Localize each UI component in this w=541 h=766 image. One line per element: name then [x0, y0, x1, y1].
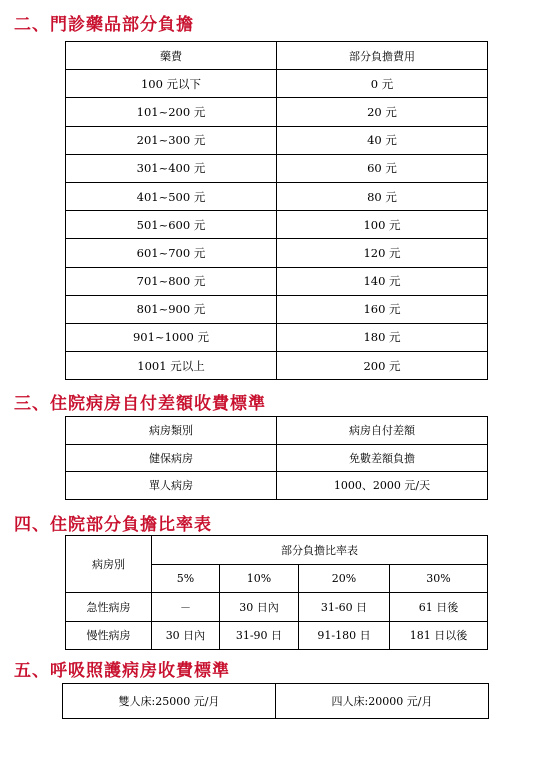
drug-cost-header: 藥費 [66, 42, 277, 70]
copay-amount-cell: 160 元 [277, 295, 488, 323]
drug-cost-cell: 801~900 元 [66, 295, 277, 323]
drug-cost-cell: 100 元以下 [66, 70, 277, 98]
section3-title: 三、住院病房自付差額收費標準 [14, 394, 266, 414]
copay-amount-cell: 0 元 [277, 70, 488, 98]
ward-type-cell: 急性病房 [66, 593, 152, 622]
ward-type-cell: 慢性病房 [66, 621, 152, 650]
double-bed-rate: 雙人床:25000 元/月 [63, 684, 276, 719]
table-row [66, 323, 488, 351]
table-row [66, 621, 488, 650]
ward-category-cell: 單人病房 [66, 472, 277, 500]
table-row [66, 444, 488, 472]
drug-cost-cell: 401~500 元 [66, 182, 277, 210]
drug-cost-cell: 301~400 元 [66, 154, 277, 182]
respiratory-care-ward-table [62, 683, 489, 719]
table-row [66, 154, 488, 182]
ward-differential-cell: 1000、2000 元/天 [277, 472, 488, 500]
table-row [66, 70, 488, 98]
drug-cost-cell: 201~300 元 [66, 126, 277, 154]
ward-category-header: 病房類別 [66, 417, 277, 445]
stay-period-cell: － [152, 593, 220, 622]
table-row [66, 126, 488, 154]
stay-period-cell: 181 日以後 [389, 621, 487, 650]
table-row [66, 295, 488, 323]
drug-cost-cell: 1001 元以上 [66, 352, 277, 380]
table-row [66, 267, 488, 295]
copay-amount-cell: 100 元 [277, 211, 488, 239]
copay-rate-header: 30% [389, 564, 487, 593]
stay-period-cell: 30 日內 [219, 593, 298, 622]
drug-cost-cell: 601~700 元 [66, 239, 277, 267]
drug-cost-cell: 101~200 元 [66, 98, 277, 126]
drug-cost-cell: 501~600 元 [66, 211, 277, 239]
stay-period-cell: 31-90 日 [219, 621, 298, 650]
table-row [66, 211, 488, 239]
ward-category-cell: 健保病房 [66, 444, 277, 472]
table-row [66, 182, 488, 210]
copay-amount-cell: 80 元 [277, 182, 488, 210]
copay-amount-cell: 40 元 [277, 126, 488, 154]
ward-type-header: 病房別 [66, 536, 152, 593]
copay-rate-header: 10% [219, 564, 298, 593]
section4-title: 四、住院部分負擔比率表 [14, 515, 212, 535]
outpatient-drug-copay-table [65, 41, 488, 380]
copay-rate-header: 5% [152, 564, 220, 593]
stay-period-cell: 30 日內 [152, 621, 220, 650]
section5-title: 五、呼吸照護病房收費標準 [14, 661, 230, 681]
quad-bed-rate: 四人床:20000 元/月 [276, 684, 489, 719]
copay-amount-cell: 140 元 [277, 267, 488, 295]
table-row [66, 593, 488, 622]
copay-amount-cell: 60 元 [277, 154, 488, 182]
drug-cost-cell: 701~800 元 [66, 267, 277, 295]
ward-differential-header: 病房自付差額 [277, 417, 488, 445]
copay-amount-header: 部分負擔費用 [277, 42, 488, 70]
stay-period-cell: 61 日後 [389, 593, 487, 622]
copay-amount-cell: 200 元 [277, 352, 488, 380]
copay-amount-cell: 180 元 [277, 323, 488, 351]
inpatient-copay-rate-table [65, 535, 488, 650]
stay-period-cell: 91-180 日 [299, 621, 390, 650]
ward-differential-table [65, 416, 488, 500]
copay-amount-cell: 20 元 [277, 98, 488, 126]
table-row [66, 98, 488, 126]
table-row [66, 239, 488, 267]
table-row [66, 352, 488, 380]
ward-differential-cell: 免數差額負擔 [277, 444, 488, 472]
section2-title: 二、門診藥品部分負擔 [14, 15, 194, 35]
copay-rate-group-header: 部分負擔比率表 [152, 536, 488, 565]
copay-rate-header: 20% [299, 564, 390, 593]
copay-amount-cell: 120 元 [277, 239, 488, 267]
stay-period-cell: 31-60 日 [299, 593, 390, 622]
table-row [66, 472, 488, 500]
drug-cost-cell: 901~1000 元 [66, 323, 277, 351]
